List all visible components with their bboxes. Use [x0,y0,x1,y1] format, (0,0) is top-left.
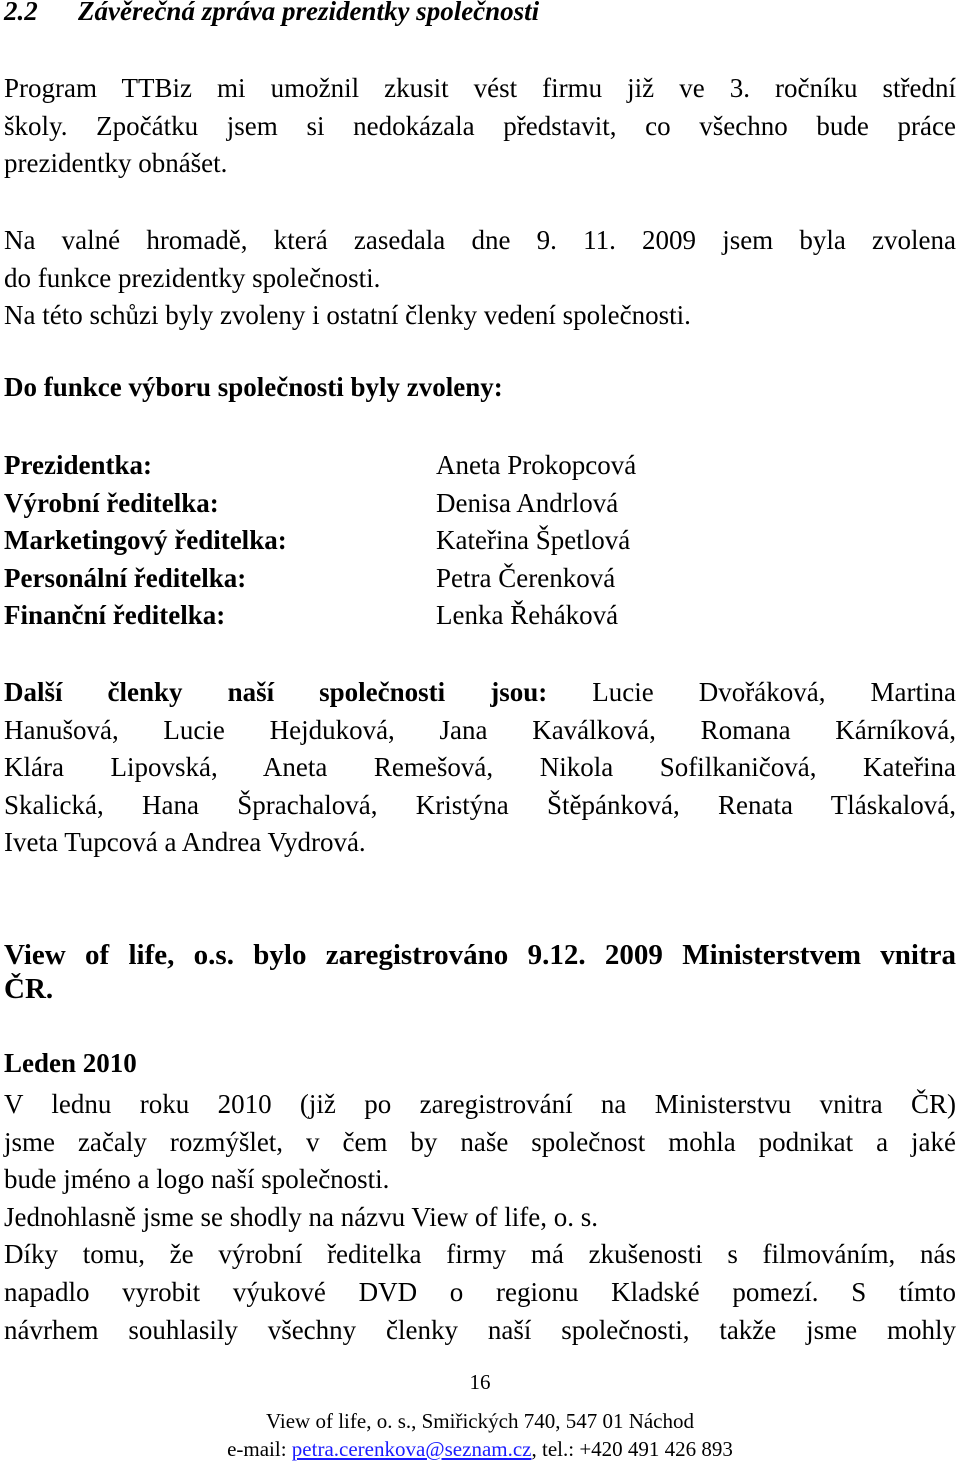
text-line: Na valné hromadě, která zasedala dne 9. 11. 2009 jsem byla zvolena [4,225,956,255]
members-first-names: Lucie Dvořáková, Martina [547,677,957,707]
text-line: Hanušová, Lucie Hejduková, Jana Kaválková, Romana Kárníková, [4,714,956,745]
text-line: V lednu roku 2010 (již po zaregistrování na Ministerstvu vnitra ČR) [4,1089,956,1119]
role-label: Marketingový ředitelka: [4,525,287,556]
role-name: Aneta Prokopcová [436,450,637,480]
text-line: jsme začaly rozmýšlet, v čem by naše společnost mohla podnikat a jaké [4,1126,956,1157]
intro-paragraph [4,70,956,183]
election-paragraph [4,222,956,335]
committee-heading: Do funkce výboru společnosti byly zvoleny: [4,372,503,402]
email-link[interactable]: petra.cerenkova@seznam.cz [291,1437,532,1461]
committee-list [4,447,956,635]
role-name: Lenka Řeháková [436,600,619,631]
text-line: Jednohlasně jsme se shodly na názvu View of life, o. s. [4,1201,599,1232]
text-line: Program TTBiz mi umožnil zkusit vést firmu již ve 3. ročníku střední [4,73,956,103]
footer-address: View of life, o. s., Smiřických 740, 547 01 Náchod [266,1409,694,1433]
section-title: Závěrečná zpráva prezidentky společnosti [78,0,540,26]
text-line: bude jméno a logo naší společnosti. [4,1164,390,1195]
text-line: Na této schůzi byly zvoleny i ostatní členky vedení společnosti. [4,300,691,331]
members-paragraph [4,674,956,862]
text-line: Skalická, Hana Šprachalová, Kristýna Štěpánková, Renata Tláskalová, [4,789,956,820]
role-label: Prezidentka: [4,450,152,480]
text-line: návrhem souhlasily všechny členky naší společnosti, takže jsme mohly [4,1314,956,1345]
role-name: Kateřina Špetlová [436,525,631,556]
section-heading [4,0,539,27]
email-label: e-mail: [227,1437,292,1461]
committee-row [4,447,956,485]
role-label: Finanční ředitelka: [4,600,226,631]
committee-row [4,597,956,635]
page-number: 16 [469,1370,491,1394]
committee-row [4,485,956,523]
committee-row [4,560,956,598]
text-line: prezidentky obnášet. [4,148,228,179]
text-line: ČR. [4,973,54,1005]
january-heading: Leden 2010 [4,1048,137,1078]
footer-contact [0,1437,960,1462]
section-number: 2.2 [4,0,38,26]
january-paragraph [4,1086,956,1349]
text-line: Iveta Tupcová a Andrea Vydrová. [4,827,366,858]
text-line: Klára Lipovská, Aneta Remešová, Nikola Sofilkaničová, Kateřina [4,752,956,783]
role-label: Výrobní ředitelka: [4,487,219,518]
text-line: do funkce prezidentky společnosti. [4,262,381,293]
text-line: View of life, o.s. bylo zaregistrováno 9.12. 2009 Ministerstvem vnitra [4,939,956,971]
registration-statement [4,938,956,1006]
committee-row [4,522,956,560]
role-name: Petra Čerenková [436,562,616,593]
text-line: školy. Zpočátku jsem si nedokázala představit, co všechno bude práce [4,110,956,141]
role-name: Denisa Andrlová [436,487,619,518]
text-line [4,674,956,712]
members-label: Další členky naší společnosti jsou: [4,677,548,707]
text-line: napadlo vyrobit výukové DVD o regionu Kladské pomezí. S tímto [4,1276,956,1307]
role-label: Personální ředitelka: [4,562,247,593]
text-line: Díky tomu, že výrobní ředitelka firmy má zkušenosti s filmováním, nás [4,1239,956,1270]
phone-text: , tel.: +420 491 426 893 [531,1437,733,1461]
